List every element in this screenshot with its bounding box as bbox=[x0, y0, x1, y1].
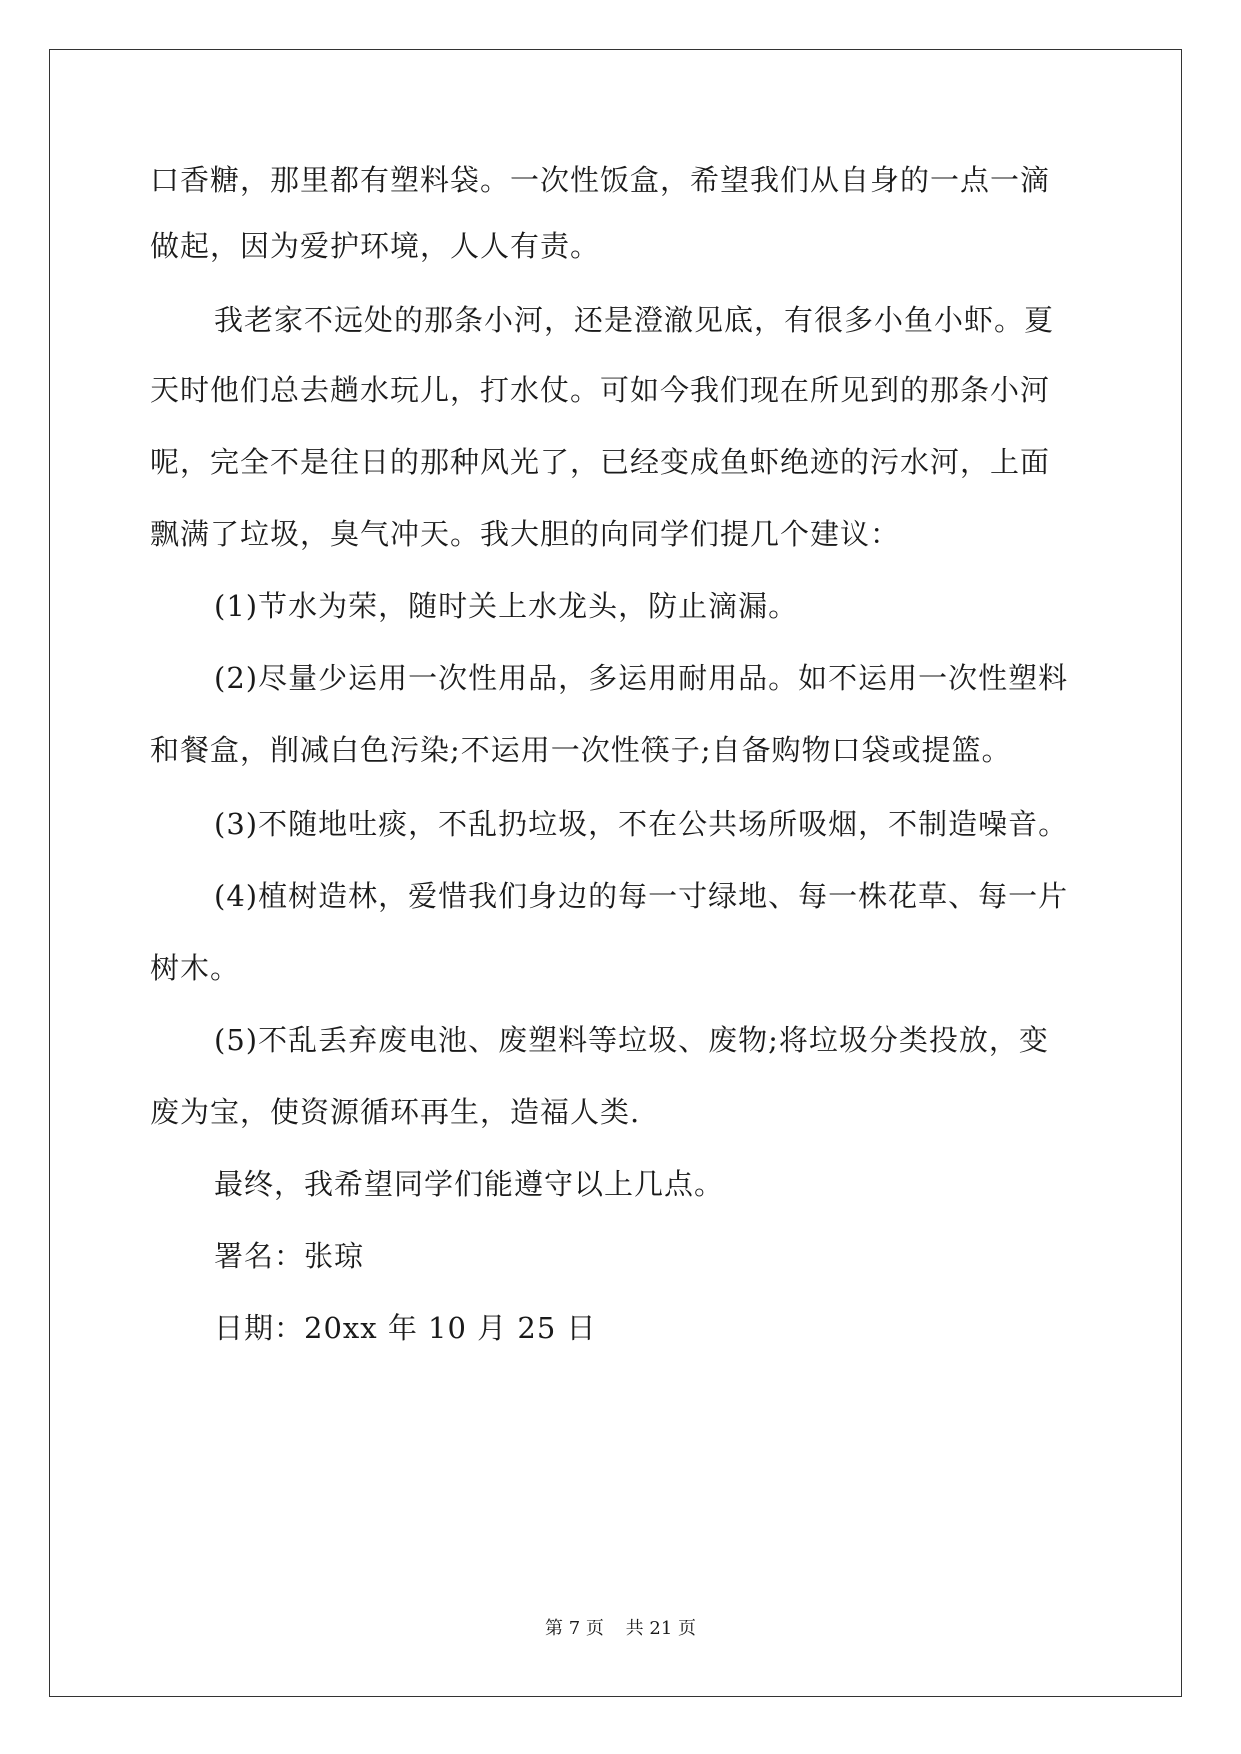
suggestion-1: (1)节水为荣，随时关上水龙头，防止滴漏。 bbox=[214, 589, 799, 623]
page-number: 第 7 页 bbox=[545, 1618, 604, 1639]
text-line: 口香糖，那里都有塑料袋。一次性饭盒，希望我们从自身的一点一滴 bbox=[150, 163, 1051, 197]
page-footer bbox=[0, 1614, 1241, 1640]
closing-line: 最终，我希望同学们能遵守以上几点。 bbox=[214, 1167, 725, 1201]
text-line: 做起，因为爱护环境，人人有责。 bbox=[150, 229, 601, 263]
signature: 署名：张琼 bbox=[214, 1239, 365, 1273]
text-line: 和餐盒，削减白色污染;不运用一次性筷子;自备购物口袋或提篮。 bbox=[150, 733, 1012, 767]
text-line: 天时他们总去趟水玩儿，打水仗。可如今我们现在所见到的那条小河 bbox=[150, 373, 1051, 407]
suggestion-5: (5)不乱丢弃废电池、废塑料等垃圾、废物;将垃圾分类投放，变 bbox=[214, 1023, 1049, 1057]
text-line: 废为宝，使资源循环再生，造福人类. bbox=[150, 1095, 641, 1129]
suggestion-3: (3)不随地吐痰，不乱扔垃圾，不在公共场所吸烟，不制造噪音。 bbox=[214, 807, 1069, 841]
text-line: 呢，完全不是往日的那种风光了，已经变成鱼虾绝迹的污水河，上面 bbox=[150, 445, 1051, 479]
date-line: 日期：20xx 年 10 月 25 日 bbox=[214, 1311, 597, 1345]
text-line: 树木。 bbox=[150, 951, 241, 985]
page-total: 共 21 页 bbox=[625, 1618, 696, 1639]
paragraph-start-line: 我老家不远处的那条小河，还是澄澈见底，有很多小鱼小虾。夏 bbox=[214, 303, 1055, 337]
text-line: 飘满了垃圾，臭气冲天。我大胆的向同学们提几个建议： bbox=[150, 517, 901, 551]
page-border bbox=[49, 49, 1182, 1697]
suggestion-2: (2)尽量少运用一次性用品，多运用耐用品。如不运用一次性塑料 bbox=[214, 661, 1069, 695]
suggestion-4: (4)植树造林，爱惜我们身边的每一寸绿地、每一株花草、每一片 bbox=[214, 879, 1069, 913]
